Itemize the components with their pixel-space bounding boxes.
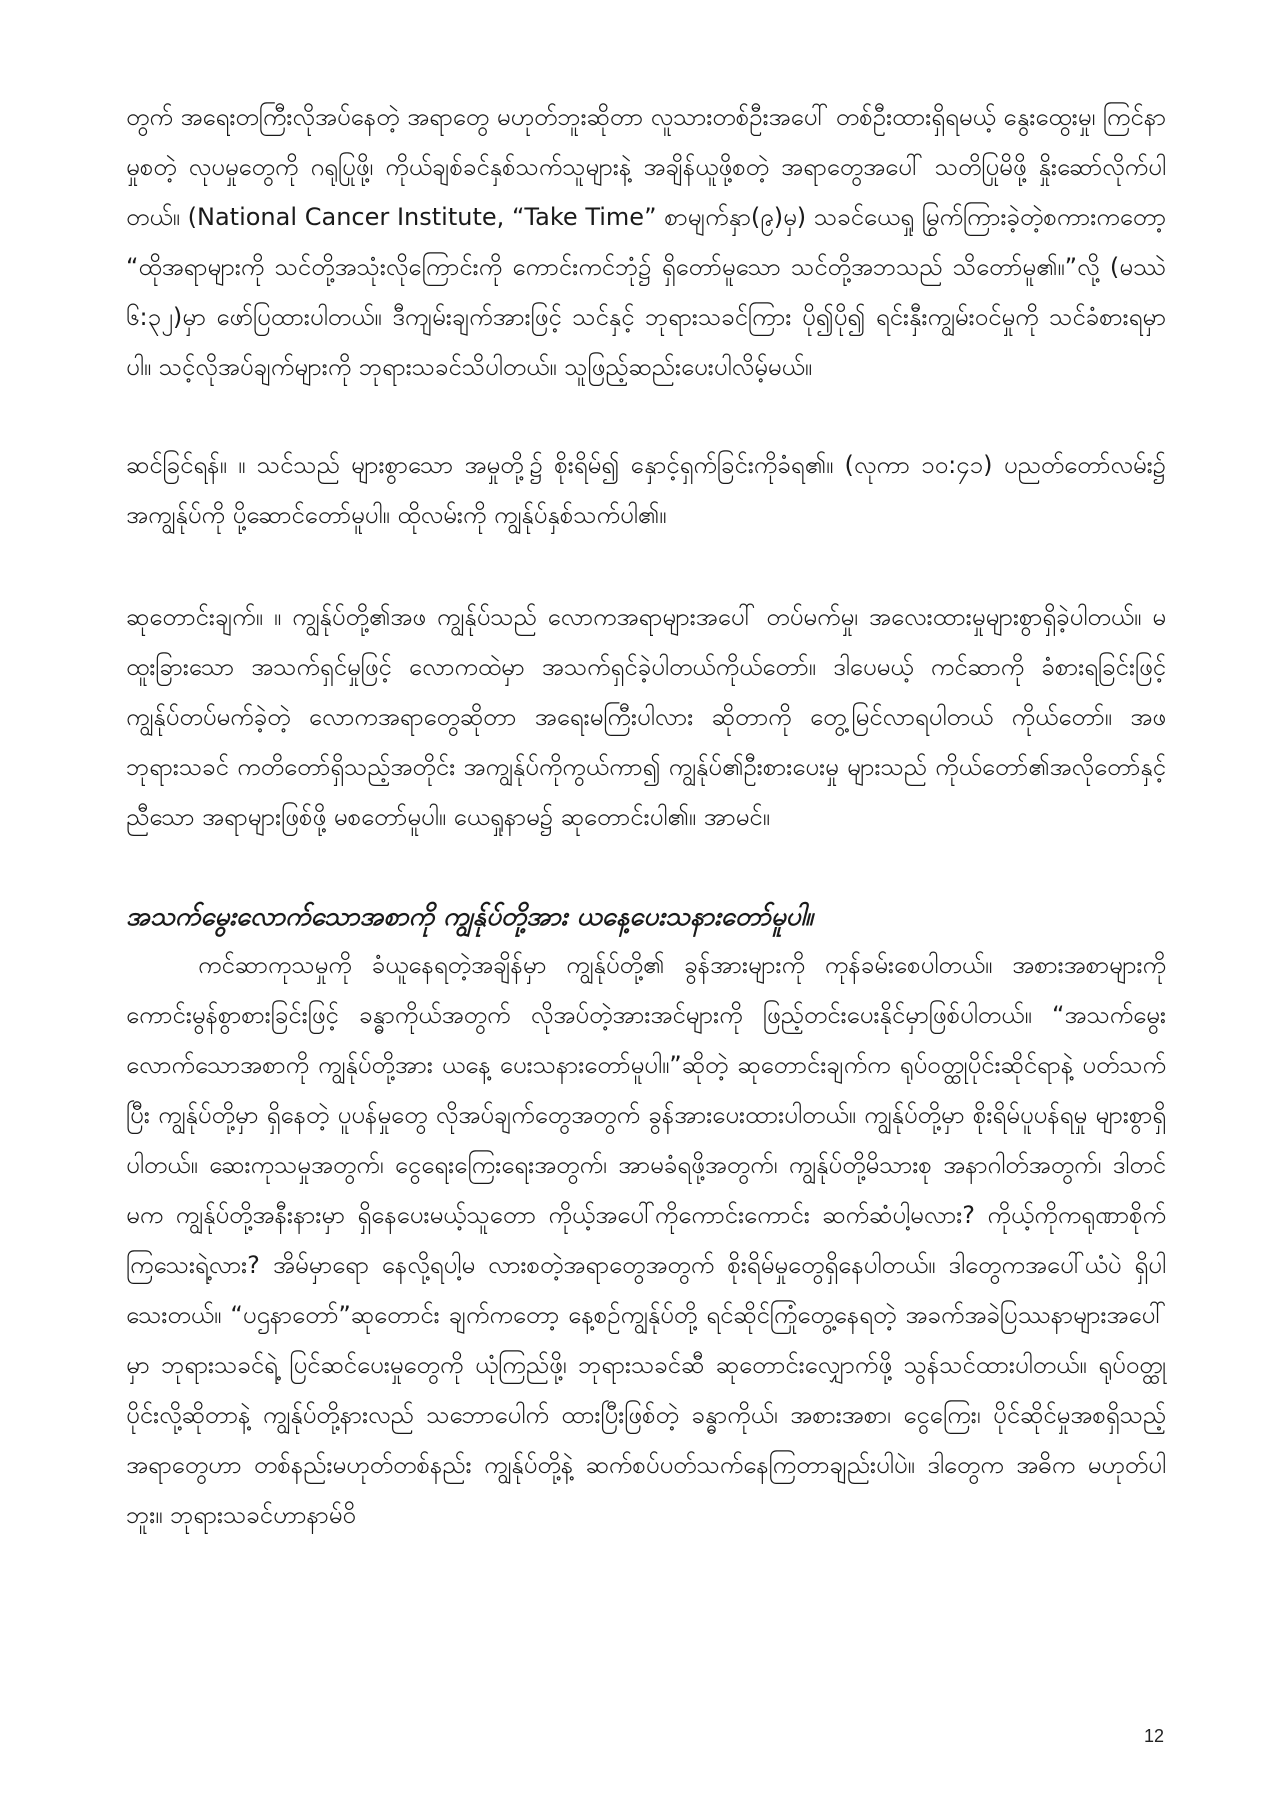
page-number: 12 [1143,1726,1164,1746]
section-heading: အသက်မွေးလောက်သောအစာကို ကျွန်ုပ်တို့အား ယနေ့ပေးသနားတော်မူပါ။ [126,902,813,932]
paragraph-prayer: ဆုတောင်းချက်။ ။ ကျွန်ုပ်တို့၏အဖ ကျွန်ုပ်သည် လောကအရာများအပေါ် တပ်မက်မှု၊ အလေးထားမှုများစွာရှိခဲ့ပါတယ်။ မထူးခြားသော အသက်ရှင်မှုဖြင့် လောကထဲမှာ အသက်ရှင်ခဲ့ပါတယ်ကိုယ်တော်။ ဒါပေမယ့် ကင်ဆာကို ခံစားရခြင်းဖြင့် ကျွန်ုပ်တပ်မက်ခဲ့တဲ့ လောကအရာတွေဆိုတာ အရေးမကြီးပါလား ဆိုတာကို တွေ့မြင်လာရပါတယ် ကိုယ်တော်။ အဖဘုရားသခင် ကတိတော်ရှိသည့်အတိုင်း အကျွန်ုပ်ကိုကွယ်ကာ၍ ကျွန်ုပ်၏ဦးစားပေးမှု များသည် ကိုယ်တော်၏အလိုတော်နှင့် ညီသော အရာများဖြစ်ဖို့ မစတော်မူပါ။ ယေရှုနာမ၌ ဆုတောင်းပါ၏။ အာမင်။ [126,603,1166,831]
paragraph-daily-bread: ကင်ဆာကုသမှုကို ခံယူနေရတဲ့အချိန်မှာ ကျွန်ုပ်တို့၏ ခွန်အားများကို ကုန်ခမ်းစေပါတယ်။ အစားအစာများကို ကောင်းမွန်စွာစားခြင်းဖြင့် ခန္ဓာကိုယ်အတွက် လိုအပ်တဲ့အားအင်များကို ဖြည့်တင်းပေးနိုင်မှာဖြစ်ပါတယ်။ “အသက်မွေးလောက်သောအစာကို ကျွန်ုပ်တို့အား ယနေ့ ပေးသနားတော်မူပါ။”ဆိုတဲ့ ဆုတောင်းချက်က ရုပ်ဝတ္ထုပိုင်းဆိုင်ရာနဲ့ ပတ်သက်ပြီး ကျွန်ုပ်တို့မှာ ရှိနေတဲ့ ပူပန်မှုတွေ လိုအပ်ချက်တွေအတွက် ခွန်အားပေးထားပါတယ်။ ကျွန်ုပ်တို့မှာ စိုးရိမ်ပူပန်ရမှု များစွာရှိပါတယ်။ ဆေးကုသမှုအတွက်၊ ငွေရေးကြေးရေးအတွက်၊ အာမခံရဖို့အတွက်၊ ကျွန်ုပ်တို့မိသားစု အနာဂါတ်အတွက်၊ ဒါတင်မက ကျွန်ုပ်တို့အနီးနားမှာ ရှိနေပေးမယ့်သူတော ကိုယ့်အပေါ်ကိုကောင်းကောင်း ဆက်ဆံပါ့မလား? ကိုယ့်ကိုကရုဏာစိုက်ကြသေးရဲ့လား? အိမ်မှာရော နေလို့ရပါ့မ လားစတဲ့အရာတွေအတွက် စိုးရိမ်မှုတွေရှိနေပါတယ်။ ဒါတွေကအပေါ်ယံပဲ ရှိပါသေးတယ်။ “ပဌနာတော်”ဆုတောင်း ချက်ကတော့ နေ့စဉ်ကျွန်ုပ်တို့ ရင်ဆိုင်ကြုံတွေ့နေရတဲ့ အခက်အခဲပြဿနာများအပေါ်မှာ ဘုရားသခင်ရဲ့ ပြင်ဆင်ပေးမှုတွေကို ယုံကြည်ဖို့၊ ဘုရားသခင်ဆီ ဆုတောင်းလျှောက်ဖို့ သွန်သင်ထားပါတယ်။ ရုပ်ဝတ္ထုပိုင်းလို့ဆိုတာနဲ့ ကျွန်ုပ်တို့နားလည် သဘောပေါက် ထားပြီးဖြစ်တဲ့ ခန္ဓာကိုယ်၊ အစားအစာ၊ ငွေကြေး၊ ပိုင်ဆိုင်မှုအစရှိသည့် အရာတွေဟာ တစ်နည်းမဟုတ်တစ်နည်း ကျွန်ုပ်တို့နဲ့ ဆက်စပ်ပတ်သက်နေကြတာချည်းပါပဲ။ ဒါတွေက အဓိက မဟုတ်ပါဘူး။ ဘုရားသခင်ဟာနာမ်ဝိ [126,951,1166,1529]
paragraph-take-time: တွက် အရေးတကြီးလိုအပ်နေတဲ့ အရာတွေ မဟုတ်ဘူးဆိုတာ လူသားတစ်ဦးအပေါ် တစ်ဦးထားရှိရမယ့် နွေးထွေးမှု၊ ကြင်နာမှုစတဲ့ လုပမှုတွေကို ဂရုပြုဖို့၊ ကိုယ်ချစ်ခင်နှစ်သက်သူများနဲ့ အချိန်ယူဖို့စတဲ့ အရာတွေအပေါ် သတိပြုမိဖို့ နှိုးဆော်လိုက်ပါတယ်။ (National Cancer Institute, “Take Time” စာမျက်နှာ(၉)မှ) သခင်ယေရှု မြွက်ကြားခဲ့တဲ့စကားကတော့ “ထိုအရာများကို သင်တို့အသုံးလိုကြောင်းကို ကောင်းကင်ဘုံ၌ ရှိတော်မူသော သင်တို့အဘသည် သိတော်မူ၏။”လို့ (မဿဲ ၆:၃၂)မှာ ဖော်ပြထားပါတယ်။ ဒီကျမ်းချက်အားဖြင့် သင်နှင့် ဘုရားသခင်ကြား ပို၍ပို၍ ရင်းနှီးကျွမ်းဝင်မှုကို သင်ခံစားရမှာပါ။ သင့်လိုအပ်ချက်များကို ဘုရားသခင်သိပါတယ်။ သူဖြည့်ဆည်းပေးပါလိမ့်မယ်။ [126,103,1166,381]
page-content [126,92,1166,1540]
paragraph-reflection: ဆင်ခြင်ရန်။ ။ သင်သည် များစွာသော အမှုတို့၌ စိုးရိမ်၍ နှောင့်ရှက်ခြင်းကိုခံရ၏။ (လုကာ ၁၀:၄၁) ပညတ်တော်လမ်း၌ အကျွန်ုပ်ကို ပို့ဆောင်တော်မူပါ။ ထိုလမ်းကို ကျွန်ုပ်နှစ်သက်ပါ၏။ [126,451,1166,529]
